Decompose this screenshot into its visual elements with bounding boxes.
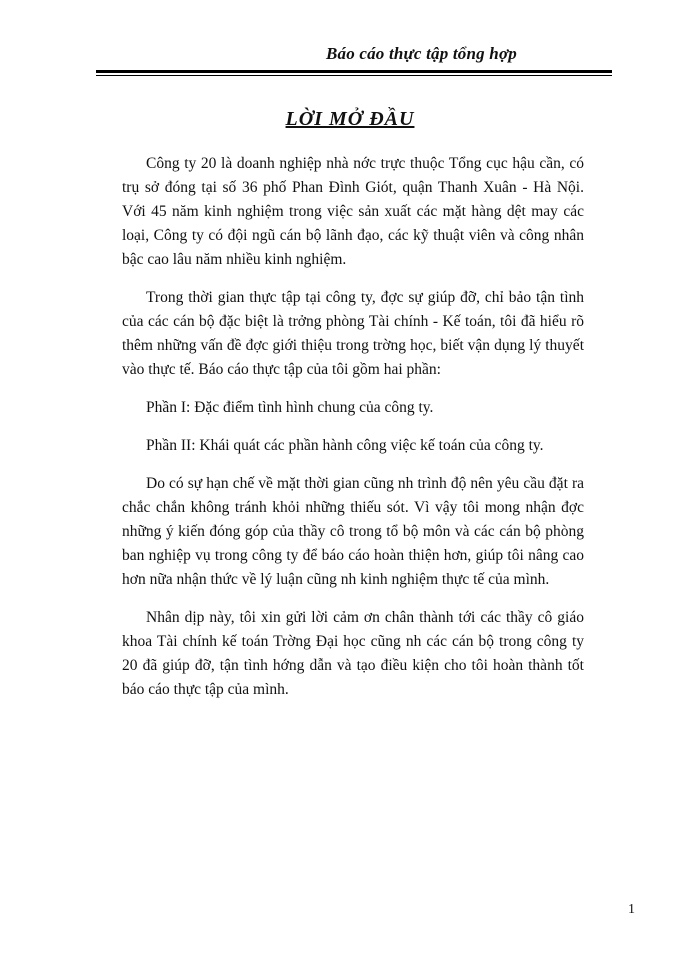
paragraph-part-1: Phần I: Đặc điểm tình hình chung của công ty. [146,399,434,416]
header-rule-thin [96,75,612,76]
paragraph-part-2: Phần II: Khái quát các phần hành công việc kế toán của công ty. [146,437,544,454]
paragraph-limitations: Do có sự hạn chế về mặt thời gian cũng nh trình độ nên yêu cầu đặt ra chắc chắn không tránh khỏi những thiếu sót. Vì vậy tôi mong nhận đợc những ý kiến đóng góp của thầy cô trong tổ bộ môn và các cán bộ phòng ban nghiệp vụ trong công ty để báo cáo hoàn thiện hơn, giúp tôi nâng cao hơn nữa nhận thức về lý luận cũng nh kinh nghiệm thực tế của mình. [122,475,584,588]
header-rule-thick [96,70,612,73]
paragraph-internship: Trong thời gian thực tập tại công ty, đợc sự giúp đỡ, chỉ bảo tận tình của các cán bộ đặc biệt là trởng phòng Tài chính - Kế toán, tôi đã hiểu rõ thêm những vấn đề đợc giới thiệu trong trờng học, biết vận dụng lý thuyết vào thực tế. Báo cáo thực tập của tôi gồm hai phần: [122,289,584,378]
document-body [122,152,584,716]
paragraph-thanks: Nhân dịp này, tôi xin gửi lời cảm ơn chân thành tới các thầy cô giáo khoa Tài chính kế toán Trờng Đại học cũng nh các cán bộ trong công ty 20 đã giúp đỡ, tận tình hớng dẫn và tạo điều kiện cho tôi hoàn thành tốt báo cáo thực tập của mình. [122,609,584,698]
header-title: Báo cáo thực tập tổng hợp [325,44,517,63]
page-number: 1 [628,902,635,917]
paragraph-intro: Công ty 20 là doanh nghiệp nhà nớc trực thuộc Tổng cục hậu cần, có trụ sở đóng tại số 36 phố Phan Đình Giót, quận Thanh Xuân - Hà Nội. Với 45 năm kinh nghiệm trong việc sản xuất các mặt hàng dệt may các loại, Công ty có đội ngũ cán bộ lãnh đạo, các kỹ thuật viên và công nhân bậc cao lâu năm nhiều kinh nghiệm. [122,155,584,268]
header-rule [96,70,612,76]
page-title: LỜI MỞ ĐẦU [285,108,415,130]
